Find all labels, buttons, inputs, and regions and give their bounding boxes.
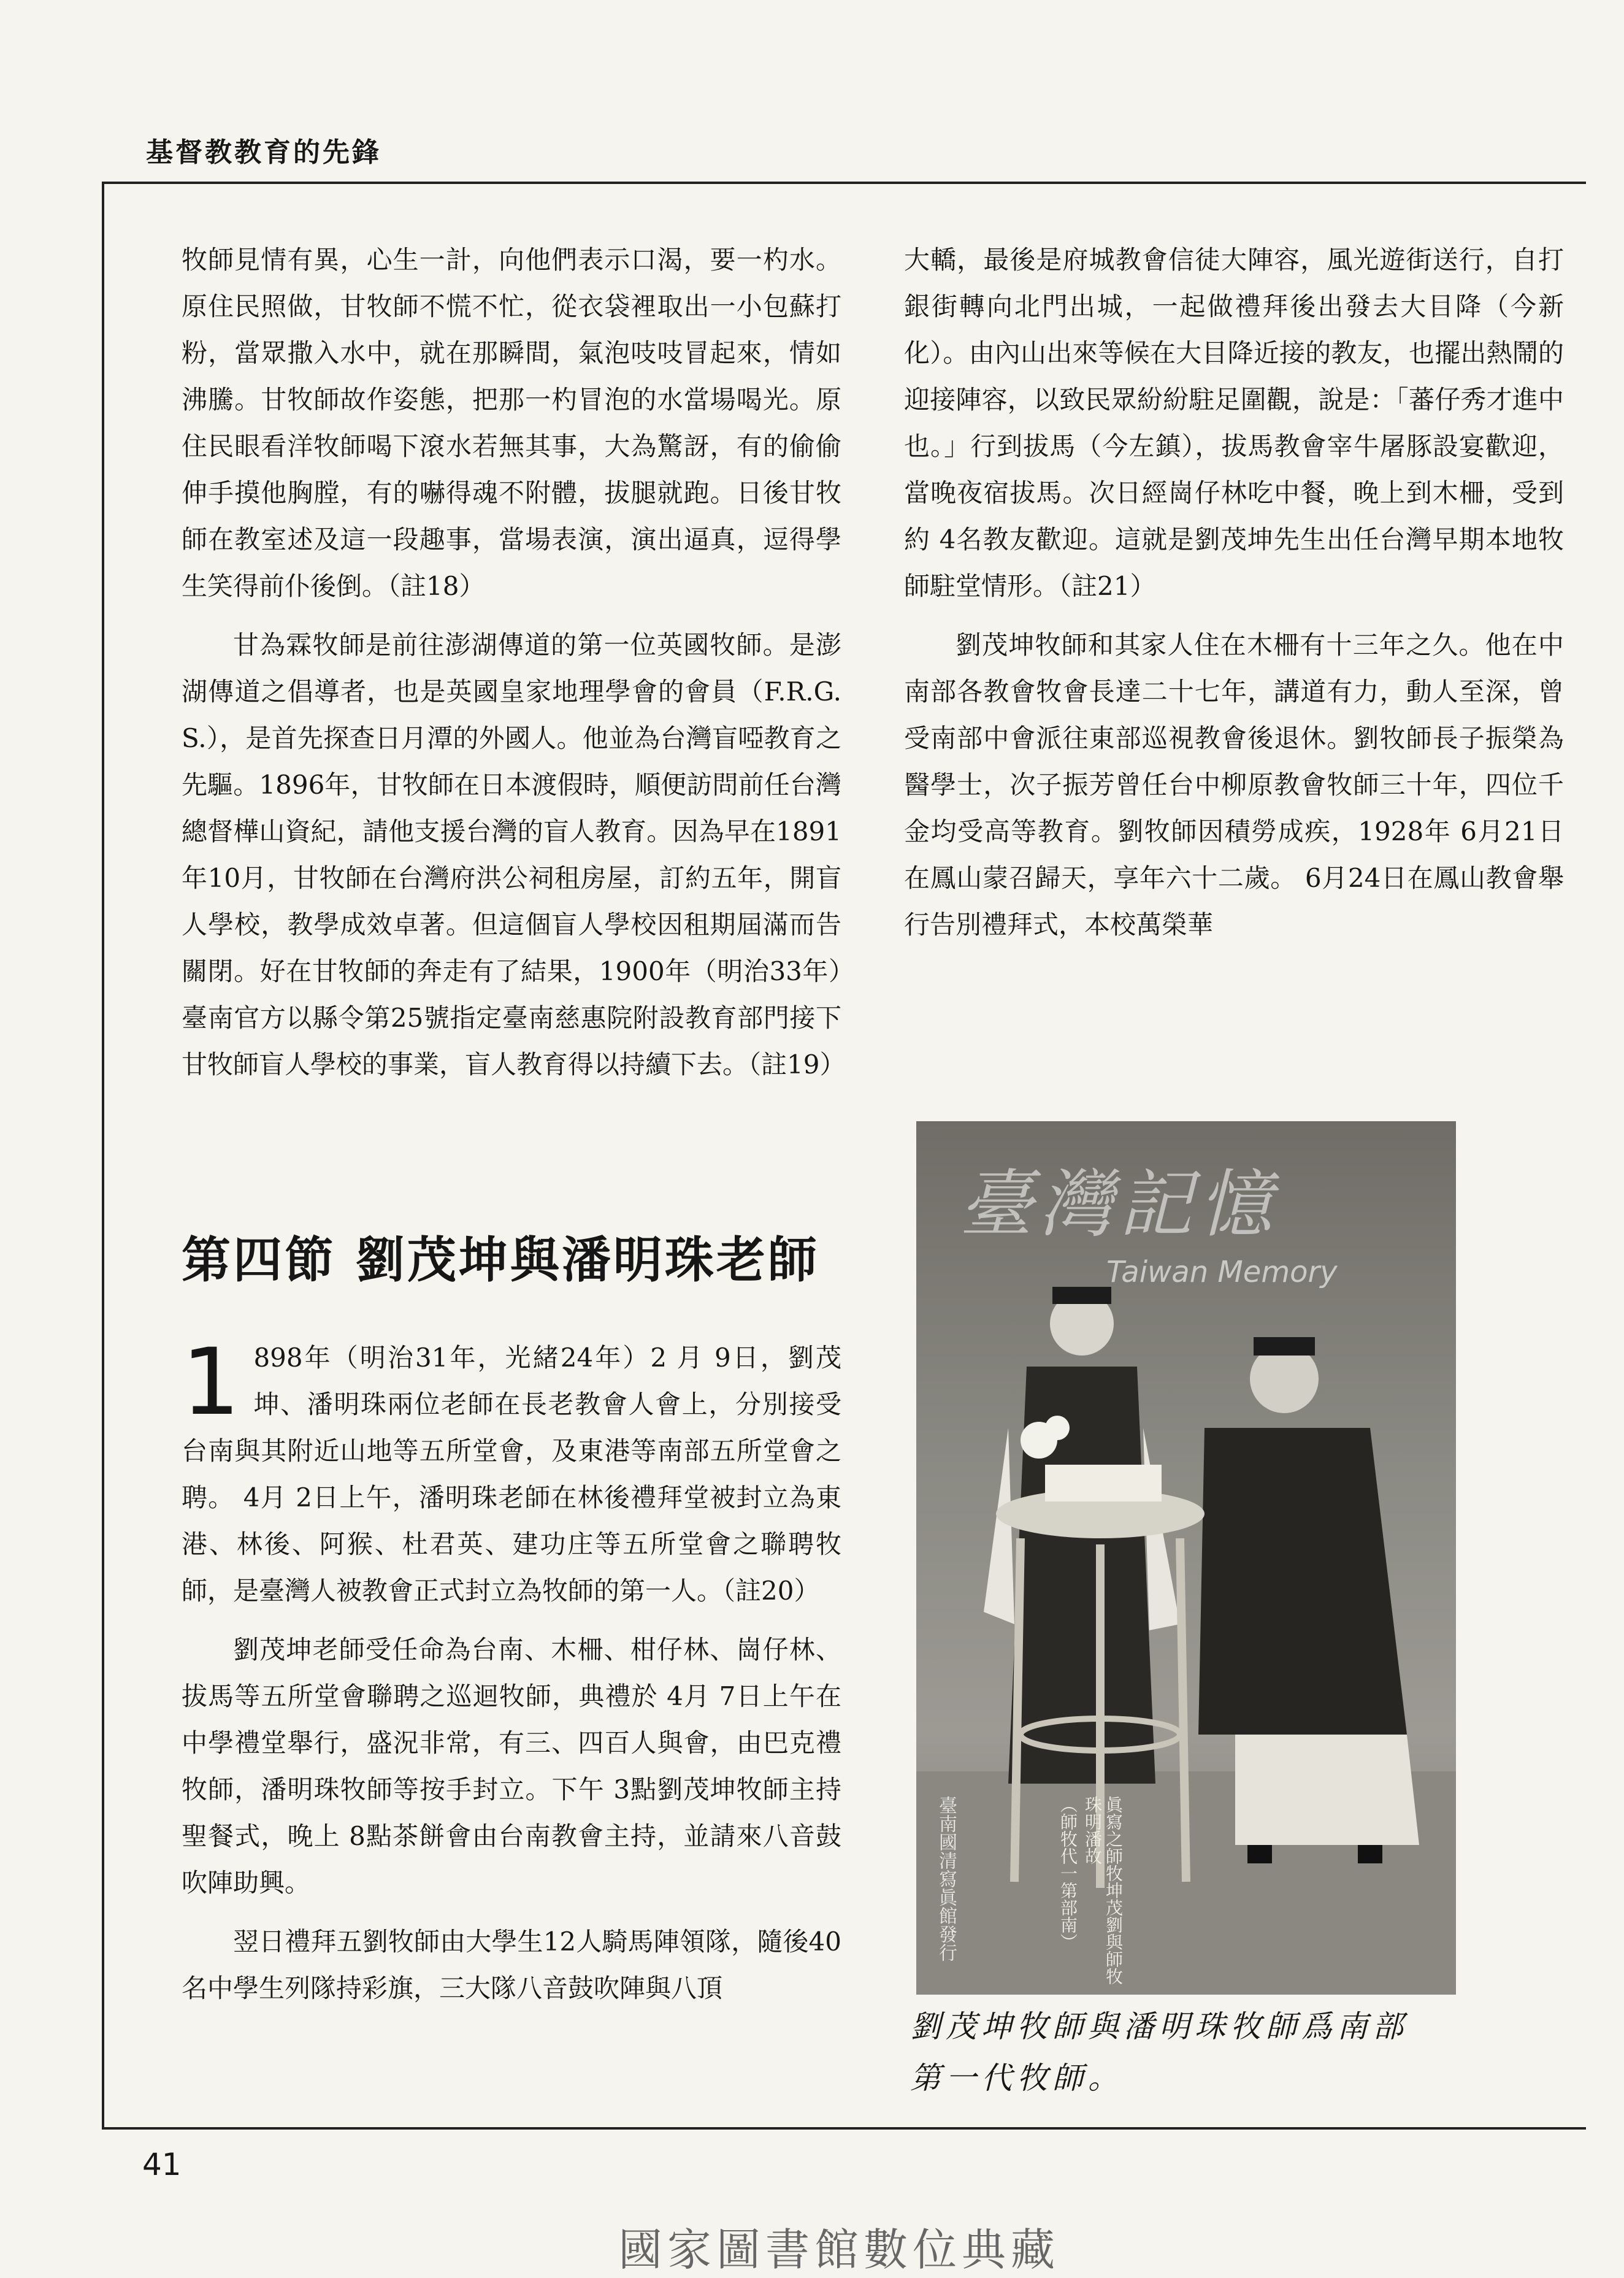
- paragraph: 大轎，最後是府城教會信徒大陣容，風光遊街送行，自打銀街轉向北門出城，一起做禮拜後出發去大目降（今新化）。由內山出來等候在大目降近接的教友，也擺出熱鬧的迎接陣容，以致民眾紛紛駐足圍觀，說是：「蕃仔秀才進中也。」行到拔馬（今左鎮），拔馬教會宰牛屠豚設宴歡迎，當晚夜宿拔馬。次日經崗仔林吃中餐，晚上到木柵，受到約 4名教友歡迎。這就是劉茂坤先生出任台灣早期本地牧師駐堂情形。（註21）: [904, 245, 1564, 601]
- drop-cap: 1: [182, 1329, 240, 1436]
- running-title: 基督教教育的先鋒: [146, 137, 381, 168]
- paragraph: 劉茂坤牧師和其家人住在木柵有十三年之久。他在中南部各教會牧會長達二十七年，講道有力，動人至深，曾受南部中會派往東部巡視教會後退休。劉牧師長子振榮為醫學士，次子振芳曾任台中柳原教會牧師三十年，四位千金均受高等教育。劉牧師因積勞成疾，1928年 6月21日在鳳山蒙召歸天，享年六十二歲。 6月24日在鳳山教會舉行告別禮拜式，本校萬榮華: [904, 630, 1564, 940]
- left-column-bottom: [182, 1329, 841, 2024]
- watermark-text: 臺灣記憶: [959, 1162, 1278, 1248]
- paragraph: 翌日禮拜五劉牧師由大學生12人騎馬陣領隊，隨後40名中學生列隊持彩旗，三大隊八音鼓吹陣與八頂: [182, 1927, 841, 2003]
- page-number: 41: [142, 2147, 182, 2182]
- section-heading: 第四節 劉茂坤與潘明珠老師: [182, 1232, 819, 1289]
- studio-credit: 臺南國清寫眞館發行: [935, 1796, 957, 1962]
- photo-inscription: 眞寫之師牧坤茂劉與師牧珠明潘故: [1082, 1796, 1124, 1985]
- paragraph-text: 898年（明治31年，光緒24年）2 月 9日，劉茂坤、潘明珠兩位老師在長老教會人會上，分別接受台南與其附近山地等五所堂會，及東港等南部五所堂會之聘。 4月 2日上午，潘明珠老師在林後禮拜堂被封立為東港、林後、阿猴、杜君英、建功庄等五所堂會之聯聘牧師，是臺灣人被教會正式封立為牧師的第一人。（註20）: [182, 1343, 841, 1606]
- left-column-top: [182, 237, 846, 1100]
- historical-photo: [916, 1121, 1456, 1995]
- paragraph: [182, 1329, 841, 1614]
- right-column-top: [904, 237, 1564, 961]
- portrait-figures: [916, 1121, 1456, 1995]
- watermark-text-english: Taiwan Memory: [1106, 1255, 1338, 1289]
- paragraph: 劉茂坤老師受任命為台南、木柵、柑仔林、崗仔林、拔馬等五所堂會聯聘之巡迴牧師，典禮於 4月 7日上午在中學禮堂舉行，盛況非常，有三、四百人與會，由巴克禮牧師，潘明珠牧師等按手封立。下午 3點劉茂坤牧師主持聖餐式，晚上 8點茶餅會由台南教會主持，並請來八音鼓吹陣助興。: [182, 1635, 841, 1898]
- photo-caption: 劉茂坤牧師與潘明珠牧師爲南部第一代牧師。: [910, 2009, 1408, 2096]
- photo-inscription-sub: （師牧代一第部南）: [1058, 1796, 1078, 1950]
- paragraph: 甘為霖牧師是前往澎湖傳道的第一位英國牧師。是澎湖傳道之倡導者，也是英國皇家地理學會的會員（F.R.G.S.），是首先探查日月潭的外國人。他並為台灣盲啞教育之先驅。1896年，甘牧師在日本渡假時，順便訪問前任台灣總督樺山資紀，請他支援台灣的盲人教育。因為早在1891年10月，甘牧師在台灣府洪公祠租房屋，訂約五年，開盲人學校，教學成效卓著。但這個盲人學校因租期屆滿而告關閉。好在甘牧師的奔走有了結果，1900年（明治33年）臺南官方以縣令第25號指定臺南慈惠院附設教育部門接下甘牧師盲人學校的事業，盲人教育得以持續下去。（註19）: [182, 630, 846, 1080]
- archive-watermark: 國家圖書館數位典藏: [618, 2224, 1060, 2276]
- paragraph: 牧師見情有異，心生一計，向他們表示口渴，要一杓水。原住民照做，甘牧師不慌不忙，從衣袋裡取出一小包蘇打粉，當眾撒入水中，就在那瞬間，氣泡吱吱冒起來，情如沸騰。甘牧師故作姿態，把那一杓冒泡的水當場喝光。原住民眼看洋牧師喝下滾水若無其事，大為驚訝，有的偷偷伸手摸他胸膛，有的嚇得魂不附體，拔腿就跑。日後甘牧師在教室述及這一段趣事，當場表演，演出逼真，逗得學生笑得前仆後倒。（註18）: [182, 245, 841, 601]
